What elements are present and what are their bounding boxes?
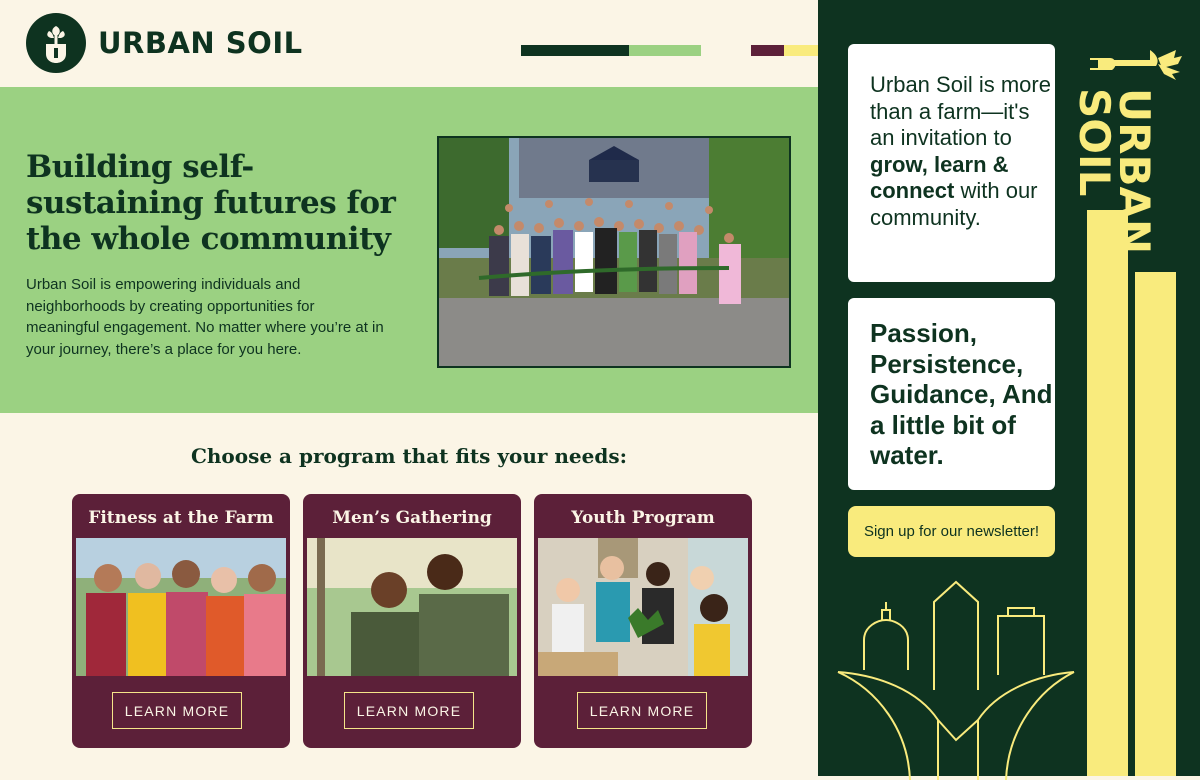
community-group-photo — [437, 136, 791, 368]
learn-more-button-mens-gathering[interactable]: LEARN MORE — [344, 692, 474, 729]
hero-section — [0, 87, 818, 413]
fitness-group-photo — [76, 538, 286, 676]
card-title: Fitness at the Farm — [88, 508, 274, 528]
logo-text: URBAN SOIL — [98, 26, 303, 60]
programs-heading: Choose a program that fits your needs: — [190, 444, 628, 468]
newsletter-signup-button[interactable]: Sign up for our newsletter! — [848, 506, 1055, 557]
program-card-youth — [534, 494, 752, 748]
decor-vertical-bar-2 — [1135, 272, 1176, 776]
shovel-sprout-icon — [1090, 50, 1182, 80]
tagline-panel — [848, 298, 1055, 490]
shovel-sprout-icon — [26, 13, 86, 73]
vertical-brand-mark — [1070, 88, 1196, 255]
tagline-text: Passion, Persistence, Guidance, And a little bit of water. — [870, 318, 1053, 470]
program-card-fitness — [72, 494, 290, 748]
decor-stripe-maroon — [751, 45, 784, 56]
learn-more-button-fitness[interactable]: LEARN MORE — [112, 692, 242, 729]
intro-text-b: with our community. — [870, 178, 1038, 230]
intro-panel — [848, 44, 1055, 282]
city-skyline-sprout-icon — [838, 580, 1078, 780]
decor-stripe-dark-green — [521, 45, 629, 56]
card-title: Youth Program — [571, 508, 715, 528]
hero-body: Urban Soil is empowering individuals and neighborhoods by creating opportunities for meaningful engagement. No matter where you’re at in your journey, there’s a place for you here. — [26, 276, 384, 358]
card-title: Men’s Gathering — [332, 508, 492, 528]
decor-stripe-light-green — [629, 45, 701, 56]
program-card-mens-gathering — [303, 494, 521, 748]
svg-text:SOIL: SOIL — [1070, 88, 1119, 197]
mens-gathering-photo — [307, 538, 517, 676]
sidebar — [818, 0, 1200, 776]
site-header — [0, 0, 818, 87]
vertical-brand-text: URBAN — [1110, 88, 1159, 255]
logo[interactable] — [26, 13, 303, 73]
youth-program-photo — [538, 538, 748, 676]
decor-stripe-yellow — [784, 45, 818, 56]
learn-more-button-youth[interactable]: LEARN MORE — [577, 692, 707, 729]
hero-title: Building self-sustaining futures for the whole community — [26, 149, 396, 257]
intro-text-a: Urban Soil is more than a farm—it's an invitation to — [870, 72, 1051, 150]
intro-text-bold: grow, learn & connect — [870, 151, 1009, 203]
